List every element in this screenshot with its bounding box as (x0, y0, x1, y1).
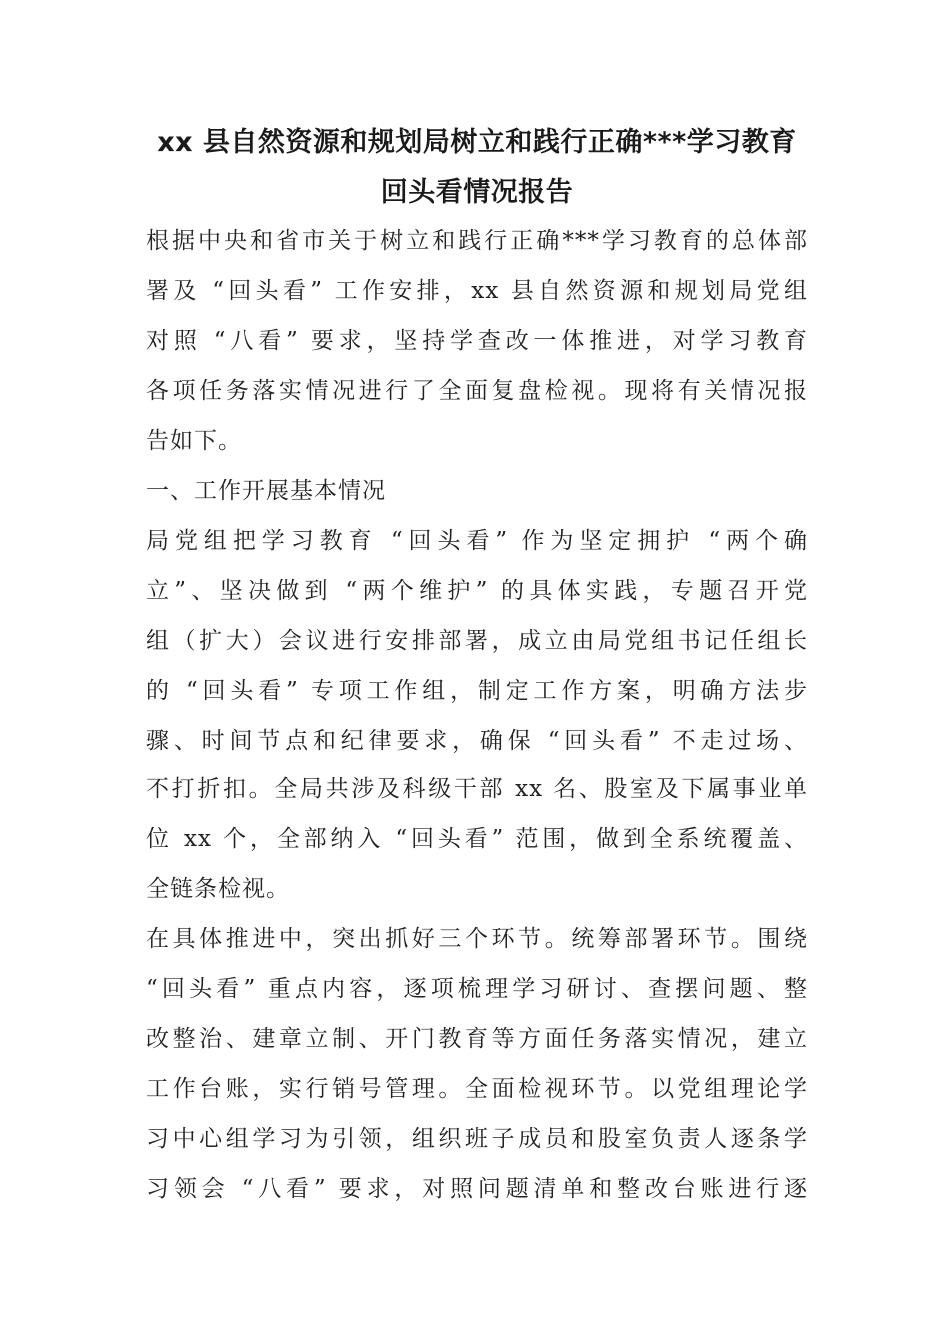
body-line: 习中心组学习为引领，组织班子成员和股室负责人逐条学 (146, 1126, 808, 1152)
section-heading: 一、工作开展基本情况 (146, 478, 386, 504)
body-line: 各项任务落实情况进行了全面复盘检视。现将有关情况报 (146, 378, 808, 404)
body-line: 骤、时间节点和纪律要求，确保 “回头看” 不走过场、 (146, 728, 808, 754)
title-line-2: 回头看情况报告 (380, 177, 574, 208)
body-line: 署及 “回头看” 工作安排，xx 县自然资源和规划局党组 (146, 278, 808, 304)
body-line: 的 “回头看” 专项工作组，制定工作方案，明确方法步 (146, 678, 808, 704)
body-line: 对照 “八看” 要求，坚持学查改一体推进，对学习教育 (146, 328, 808, 354)
body-line: 位 xx 个，全部纳入 “回头看” 范围，做到全系统覆盖、 (146, 826, 808, 852)
body-line: “回头看” 重点内容，逐项梳理学习研讨、查摆问题、整 (146, 976, 808, 1002)
body-line: 习领会 “八看” 要求，对照问题清单和整改台账进行逐 (146, 1176, 808, 1202)
body-line: 立”、坚决做到 “两个维护” 的具体实践，专题召开党 (146, 578, 808, 604)
body-line: 在具体推进中，突出抓好三个环节。统筹部署环节。围绕 (146, 926, 808, 952)
body-line: 局党组把学习教育 “回头看” 作为坚定拥护 “两个确 (146, 528, 808, 554)
document-title (146, 118, 808, 218)
body-line: 根据中央和省市关于树立和践行正确***学习教育的总体部 (146, 228, 808, 254)
body-line: 不打折扣。全局共涉及科级干部 xx 名、股室及下属事业单 (146, 776, 808, 802)
title-line-1: xx 县自然资源和规划局树立和践行正确***学习教育 (157, 127, 797, 158)
body-line: 改整治、建章立制、开门教育等方面任务落实情况，建立 (146, 1026, 808, 1052)
body-line: 工作台账，实行销号管理。全面检视环节。以党组理论学 (146, 1076, 808, 1102)
body-line: 全链条检视。 (146, 876, 290, 902)
body-line: 告如下。 (146, 428, 242, 454)
body-line: 组（扩大）会议进行安排部署，成立由局党组书记任组长 (146, 628, 808, 654)
